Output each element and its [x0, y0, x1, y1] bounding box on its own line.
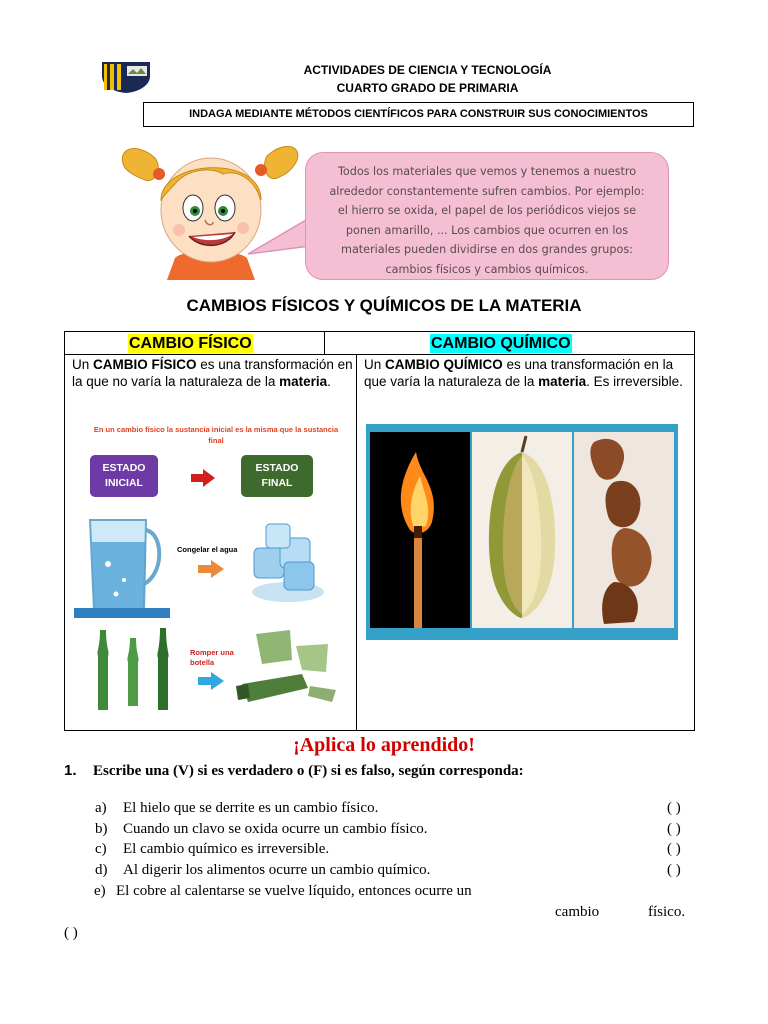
- competence-banner: INDAGA MEDIANTE MÉTODOS CIENTÍFICOS PARA CONSTRUIR SUS CONOCIMIENTOS: [143, 102, 694, 127]
- physical-change-heading: CAMBIO FÍSICO: [129, 335, 252, 352]
- table-divider: [356, 354, 357, 731]
- list-item: d) Al digerir los alimentos ocurre un cambio químico.: [95, 862, 431, 878]
- green-bottles-image: [88, 622, 180, 714]
- question-text: Escribe una (V) si es verdadero o (F) si es falso, según corresponda:: [93, 763, 524, 779]
- answer-box[interactable]: ( ): [667, 862, 681, 878]
- orange-arrow-icon: [198, 560, 224, 578]
- oxidized-apple-image: [472, 432, 572, 628]
- table-divider: [64, 354, 695, 355]
- break-label: Romper una botella: [190, 648, 234, 667]
- item-e-word: físico.: [648, 904, 686, 920]
- speech-text: Todos los materiales que vemos y tenemos a nuestro alrededor constantemente sufren cambios. Por ejemplo: el hierro se oxida, el papel de los periódicos viejos se ponen amarillo, ... Los cambios que ocurren en los materiales pueden dividirse en dos grandes grupos: cambios físicos y cambios químicos.: [329, 165, 645, 276]
- list-item: a) El hielo que se derrite es un cambio físico.: [95, 800, 379, 816]
- header-title: ACTIVIDADES DE CIENCIA Y TECNOLOGÍA: [303, 63, 552, 77]
- apply-heading: ¡Aplica lo aprendido!: [293, 734, 475, 756]
- list-item: b) Cuando un clavo se oxida ocurre un cambio físico.: [95, 821, 428, 837]
- table-divider: [324, 331, 325, 355]
- freeze-label: Congelar el agua: [177, 545, 238, 554]
- water-jug-image: [74, 514, 170, 618]
- answer-box[interactable]: ( ): [667, 800, 681, 816]
- final-state-box: ESTADO FINAL: [241, 455, 313, 497]
- item-e-word: cambio: [555, 904, 600, 920]
- chemical-change-definition: Un CAMBIO QUÍMICO es una transformación en la que varía la naturaleza de la materia. Es irreversible.: [364, 357, 683, 389]
- school-shield-icon: [100, 60, 152, 94]
- red-arrow-icon: [191, 469, 215, 487]
- initial-state-box: ESTADO INICIAL: [90, 455, 158, 497]
- rusted-chain-image: [574, 432, 674, 628]
- broken-bottle-image: [232, 626, 346, 712]
- chemical-change-photos: [366, 424, 678, 640]
- blue-arrow-icon: [198, 672, 224, 690]
- answer-box[interactable]: ( ): [667, 841, 681, 857]
- answer-box[interactable]: ( ): [667, 821, 681, 837]
- physical-change-caption: En un cambio físico la sustancia inicial es la misma que la sustancia final: [93, 425, 339, 445]
- physical-change-definition: Un CAMBIO FÍSICO es una transformación en la que no varía la naturaleza de la materia.: [72, 357, 353, 389]
- burning-match-image: [370, 432, 470, 628]
- speech-bubble: [305, 152, 669, 280]
- chemical-change-heading: CAMBIO QUÍMICO: [431, 335, 571, 352]
- header-grade: CUARTO GRADO DE PRIMARIA: [336, 81, 519, 95]
- answer-box[interactable]: ( ): [64, 925, 78, 941]
- ice-cubes-image: [246, 520, 326, 606]
- list-item: c) El cambio químico es irreversible.: [95, 841, 330, 857]
- page-title: CAMBIOS FÍSICOS Y QUÍMICOS DE LA MATERIA: [186, 296, 582, 315]
- list-item: e) El cobre al calentarse se vuelve líquido, entonces ocurre un: [94, 883, 472, 899]
- question-number: 1.: [64, 762, 77, 779]
